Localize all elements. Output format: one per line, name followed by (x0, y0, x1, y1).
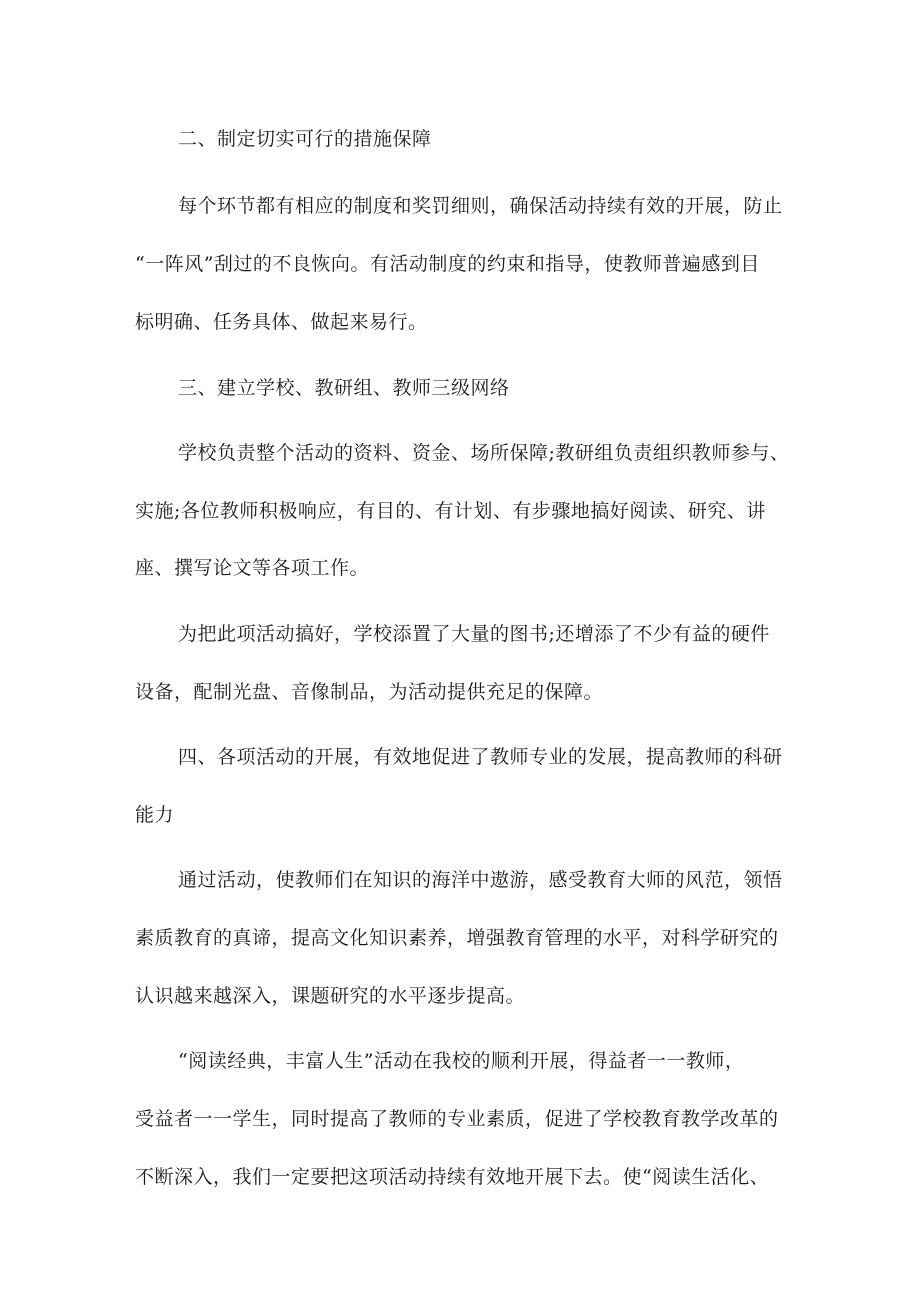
paragraph-line: 标明确、任务具体、做起来易行。 (135, 311, 428, 333)
paragraph-line: 认识越来越深入，课题研究的水平逐步提高。 (135, 985, 526, 1007)
paragraph-line: 设备，配制光盘、音像制品，为活动提供充足的保障。 (135, 681, 604, 703)
section-heading-4-cont: 能力 (135, 804, 175, 826)
paragraph-line: 素质教育的真谛，提高文化知识素养，增强教育管理的水平，对科学研究的 (135, 927, 779, 949)
paragraph-line: 学校负责整个活动的资料、资金、场所保障;教研组负责组织教师参与、 (178, 442, 790, 464)
paragraph-line: 座、撰写论文等各项工作。 (135, 557, 370, 579)
section-heading-3: 三、建立学校、教研组、教师三级网络 (178, 377, 510, 399)
paragraph-line: 不断深入，我们一定要把这项活动持续有效地开展下去。使“阅读生活化、 (135, 1166, 770, 1188)
paragraph-line: 为把此项活动搞好，学校添置了大量的图书;还增添了不少有益的硬件 (178, 623, 770, 645)
paragraph-line: 实施;各位教师积极响应，有目的、有计划、有步骤地搞好阅读、研究、讲 (135, 500, 766, 522)
paragraph-line: 每个环节都有相应的制度和奖罚细则，确保活动持续有效的开展，防止 (178, 195, 783, 217)
paragraph-line: 受益者一一学生，同时提高了教师的专业素质，促进了学校教育教学改革的 (135, 1108, 779, 1130)
paragraph-line: “一阵风”刮过的不良恢向。有活动制度的约束和指导，使教师普遍感到目 (135, 253, 760, 275)
section-heading-4: 四、各项活动的开展，有效地促进了教师专业的发展，提高教师的科研 (178, 746, 783, 768)
paragraph-line: 通过活动，使教师们在知识的海洋中遨游，感受教育大师的风范，领悟 (178, 869, 783, 891)
section-heading-2: 二、制定切实可行的措施保障 (178, 128, 432, 150)
paragraph-line: “阅读经典，丰富人生”活动在我校的顺利开展，得益者一一教师， (178, 1050, 745, 1072)
